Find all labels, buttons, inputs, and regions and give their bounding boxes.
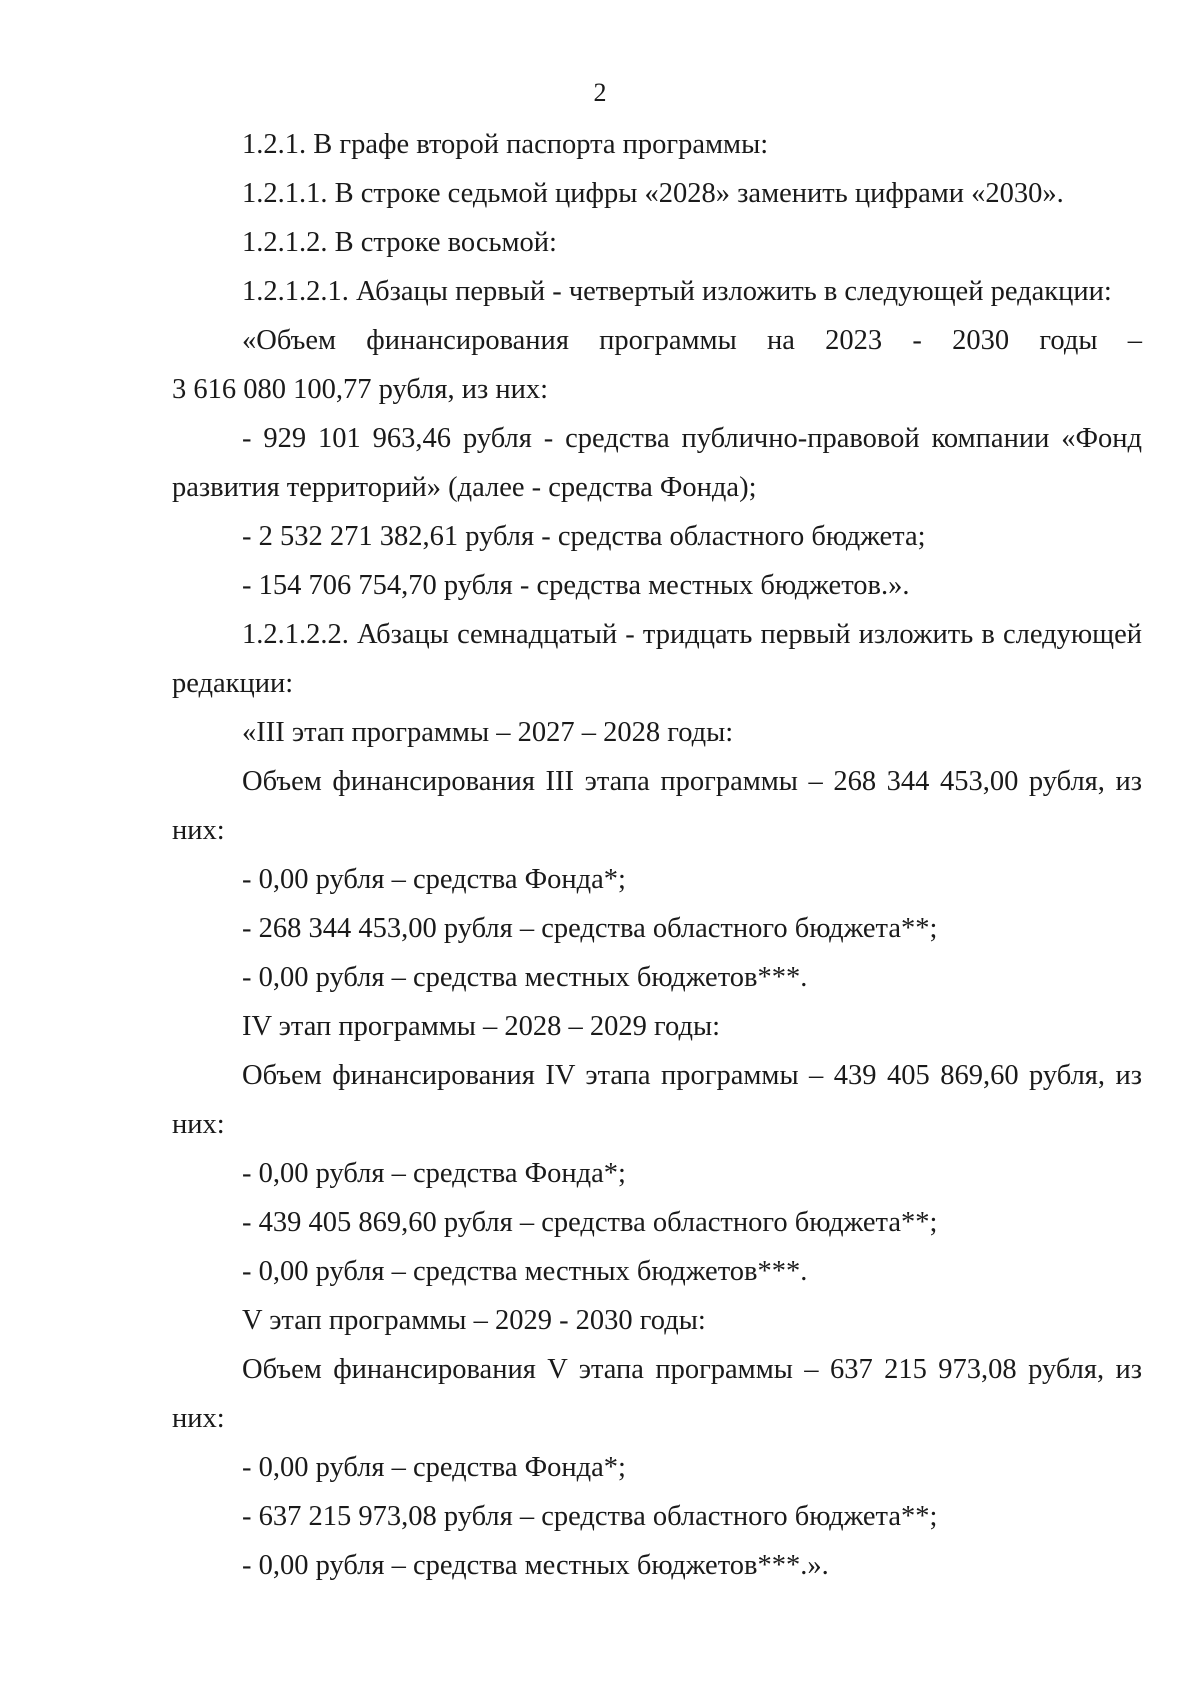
- stage-5-funding-line-2: них:: [172, 1403, 225, 1434]
- stage-5-funding-line-1: Объем финансирования V этапа программы – 637 215 973,08 рубля, из: [242, 1354, 1142, 1385]
- fund-source-line-2: развития территорий» (далее - средства Фонда);: [172, 472, 757, 503]
- stage-3-funding-line-2: них:: [172, 815, 225, 846]
- stage-5-local-budget: - 0,00 рубля – средства местных бюджетов***.».: [242, 1550, 829, 1581]
- stage-4-heading: IV этап программы – 2028 – 2029 годы:: [242, 1011, 721, 1042]
- stage-5-regional-budget: - 637 215 973,08 рубля – средства областного бюджета**;: [242, 1501, 938, 1532]
- stage-4-regional-budget: - 439 405 869,60 рубля – средства областного бюджета**;: [242, 1207, 938, 1238]
- stage-3-local-budget: - 0,00 рубля – средства местных бюджетов***.: [242, 962, 808, 993]
- funding-total-line-2: 3 616 080 100,77 рубля, из них:: [172, 374, 549, 405]
- paragraph-1-2-1: 1.2.1. В графе второй паспорта программы:: [242, 129, 769, 160]
- stage-4-local-budget: - 0,00 рубля – средства местных бюджетов***.: [242, 1256, 808, 1287]
- stage-3-funding-line-1: Объем финансирования III этапа программы – 268 344 453,00 рубля, из: [242, 766, 1142, 797]
- page-number: 2: [593, 78, 607, 107]
- paragraph-1-2-1-2: 1.2.1.2. В строке восьмой:: [242, 227, 557, 258]
- stage-3-fund: - 0,00 рубля – средства Фонда*;: [242, 864, 626, 895]
- stage-4-fund: - 0,00 рубля – средства Фонда*;: [242, 1158, 626, 1189]
- paragraph-1-2-1-2-2-line-2: редакции:: [172, 668, 294, 699]
- stage-5-fund: - 0,00 рубля – средства Фонда*;: [242, 1452, 626, 1483]
- fund-source-line-1: - 929 101 963,46 рубля - средства публично-правовой компании «Фонд: [242, 423, 1142, 454]
- paragraph-1-2-1-2-2-line-1: 1.2.1.2.2. Абзацы семнадцатый - тридцать первый изложить в следующей: [242, 619, 1142, 650]
- stage-3-regional-budget: - 268 344 453,00 рубля – средства областного бюджета**;: [242, 913, 938, 944]
- paragraph-1-2-1-2-1: 1.2.1.2.1. Абзацы первый - четвертый изложить в следующей редакции:: [242, 276, 1112, 307]
- document-body: [172, 120, 1142, 1590]
- stage-4-funding-line-1: Объем финансирования IV этапа программы – 439 405 869,60 рубля, из: [242, 1060, 1142, 1091]
- local-budget-total: - 154 706 754,70 рубля - средства местных бюджетов.».: [242, 570, 910, 601]
- funding-total-line-1: «Объем финансирования программы на 2023 - 2030 годы –: [242, 325, 1142, 356]
- stage-3-heading: «III этап программы – 2027 – 2028 годы:: [242, 717, 734, 748]
- paragraph-1-2-1-1: 1.2.1.1. В строке седьмой цифры «2028» заменить цифрами «2030».: [242, 178, 1064, 209]
- stage-4-funding-line-2: них:: [172, 1109, 225, 1140]
- regional-budget-total: - 2 532 271 382,61 рубля - средства областного бюджета;: [242, 521, 926, 552]
- stage-5-heading: V этап программы – 2029 - 2030 годы:: [242, 1305, 706, 1336]
